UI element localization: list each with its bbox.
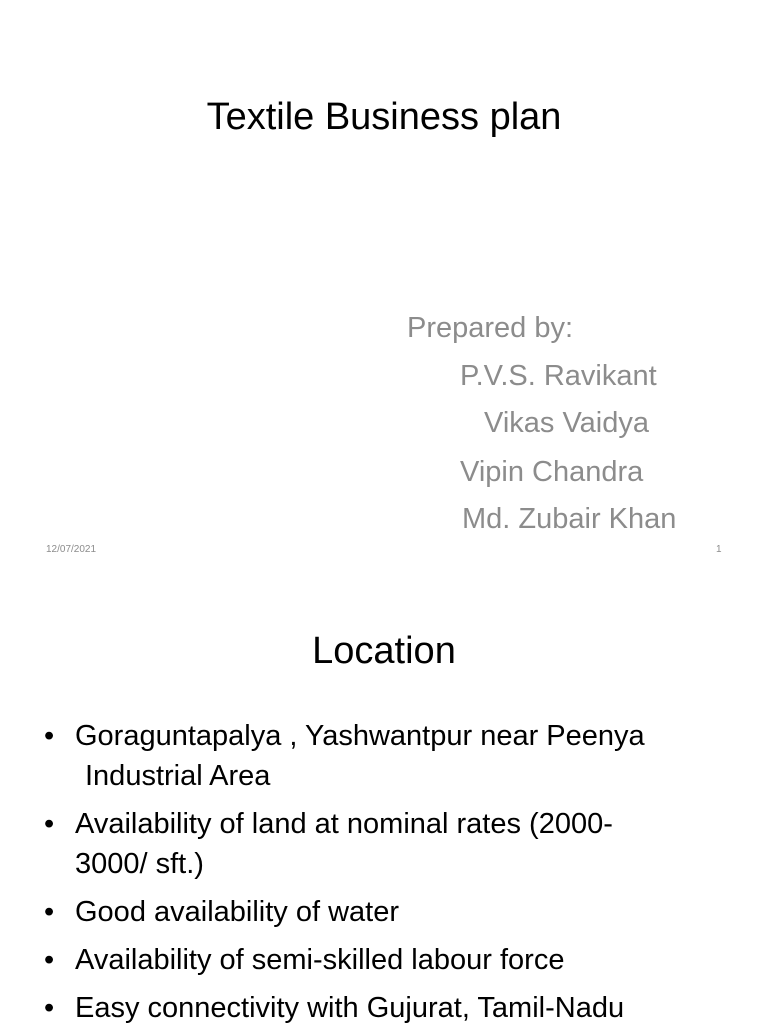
bullet-marker: • — [44, 896, 55, 928]
bullet-item — [44, 988, 744, 1028]
prepared-by-label: Prepared by: — [407, 312, 574, 344]
bullet-marker: • — [44, 992, 55, 1024]
bullet-item — [44, 804, 744, 884]
slide-number: 1 — [716, 544, 722, 555]
bullet-text-continuation: 3000/ sft.) — [75, 848, 204, 880]
slide-date: 12/07/2021 — [46, 544, 97, 555]
bullet-item — [44, 892, 744, 932]
bullet-marker: • — [44, 720, 55, 752]
bullet-marker: • — [44, 944, 55, 976]
bullet-text: Availability of land at nominal rates (2000- — [75, 808, 613, 840]
bullet-text: Goraguntapalya , Yashwantpur near Peenya — [75, 720, 645, 752]
bullet-item — [44, 716, 744, 796]
author-name: Vipin Chandra — [460, 456, 644, 488]
bullet-text: Availability of semi-skilled labour force — [75, 944, 565, 976]
slide-title: Location — [312, 630, 456, 672]
bullet-marker: • — [44, 808, 55, 840]
location-slide — [0, 576, 768, 1024]
bullet-text: Easy connectivity with Gujurat, Tamil-Nadu — [75, 992, 625, 1024]
author-name: P.V.S. Ravikant — [460, 360, 657, 392]
bullet-text-continuation: Industrial Area — [85, 760, 271, 792]
slide-title: Textile Business plan — [206, 96, 562, 138]
bullet-list — [44, 716, 744, 1036]
author-name: Md. Zubair Khan — [462, 503, 677, 535]
bullet-text: Good availability of water — [75, 896, 399, 928]
author-name: Vikas Vaidya — [484, 407, 649, 439]
bullet-item — [44, 940, 744, 980]
